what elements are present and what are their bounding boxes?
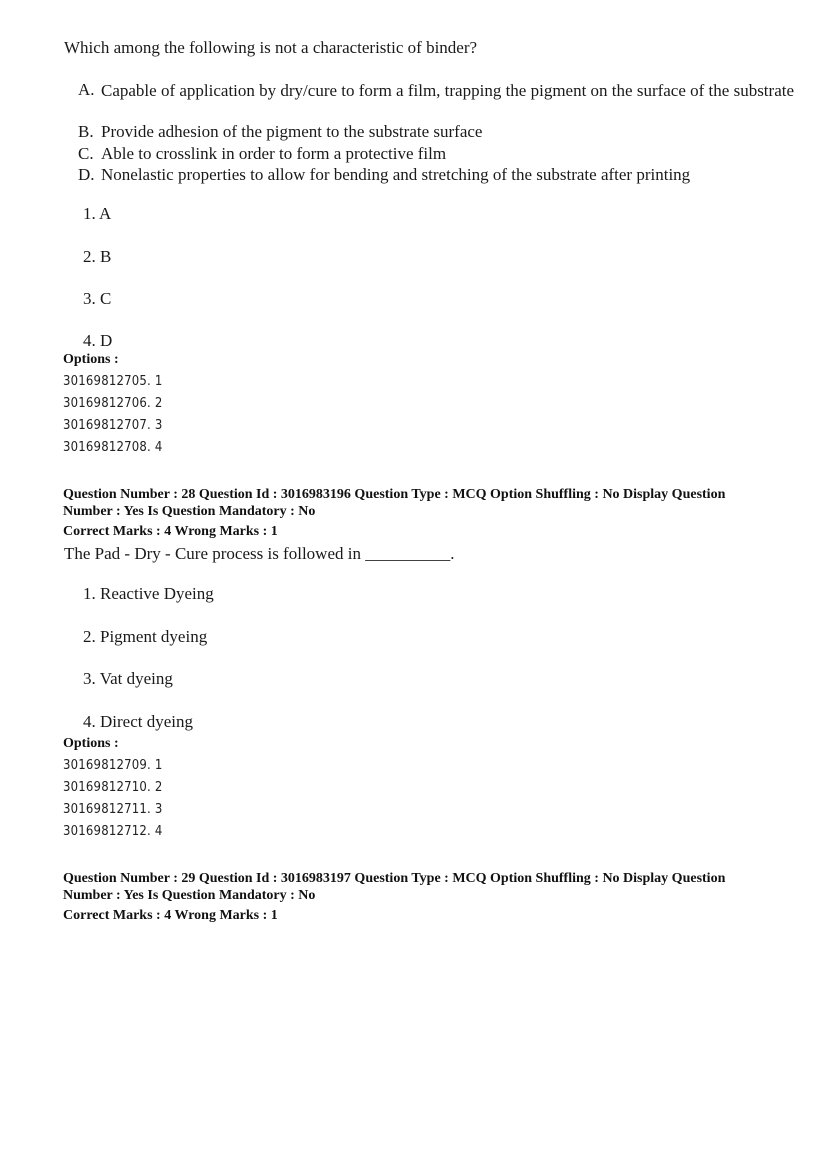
answer-choice[interactable]: 1. Reactive Dyeing: [83, 584, 214, 603]
option-id: 30169812710. 2: [63, 780, 163, 795]
question-marks: Correct Marks : 4 Wrong Marks : 1: [63, 908, 278, 923]
option-id: 30169812709. 1: [63, 758, 163, 773]
answer-choice[interactable]: 3. C: [83, 289, 112, 308]
option-id: 30169812708. 4: [63, 440, 163, 455]
statement-b: Provide adhesion of the pigment to the substrate surface: [101, 122, 483, 141]
answer-choice[interactable]: 4. D: [83, 331, 113, 350]
question-meta: Question Number : 28 Question Id : 3016983196 Question Type : MCQ Option Shuffling : No Display Question: [63, 487, 726, 502]
statement-letter: D.: [78, 165, 95, 184]
options-label: Options :: [63, 736, 119, 751]
answer-choice[interactable]: 4. Direct dyeing: [83, 712, 193, 731]
option-id: 30169812707. 3: [63, 418, 163, 433]
question-meta: Question Number : 29 Question Id : 3016983197 Question Type : MCQ Option Shuffling : No Display Question: [63, 871, 726, 886]
question-marks: Correct Marks : 4 Wrong Marks : 1: [63, 524, 278, 539]
statement-letter: A.: [78, 80, 95, 99]
answer-choice[interactable]: 3. Vat dyeing: [83, 669, 173, 688]
question-text: Which among the following is not a characteristic of binder?: [64, 38, 478, 57]
answer-choice[interactable]: 2. Pigment dyeing: [83, 627, 208, 646]
option-id: 30169812711. 3: [63, 802, 163, 817]
answer-choice[interactable]: 2. B: [83, 247, 112, 266]
statement-letter: B.: [78, 122, 94, 141]
option-id: 30169812705. 1: [63, 374, 163, 389]
question-text: The Pad - Dry - Cure process is followed in __________.: [64, 544, 455, 563]
statement-c: Able to crosslink in order to form a protective film: [101, 144, 447, 163]
question-meta: Number : Yes Is Question Mandatory : No: [63, 888, 316, 903]
option-id: 30169812706. 2: [63, 396, 163, 411]
statement-a: Capable of application by dry/cure to form a film, trapping the pigment on the surface of the substrate: [101, 81, 795, 100]
statement-d: Nonelastic properties to allow for bending and stretching of the substrate after printing: [101, 165, 691, 184]
statement-letter: C.: [78, 144, 94, 163]
question-meta: Number : Yes Is Question Mandatory : No: [63, 504, 316, 519]
answer-choice[interactable]: 1. A: [83, 204, 112, 223]
options-label: Options :: [63, 352, 119, 367]
option-id: 30169812712. 4: [63, 824, 163, 839]
